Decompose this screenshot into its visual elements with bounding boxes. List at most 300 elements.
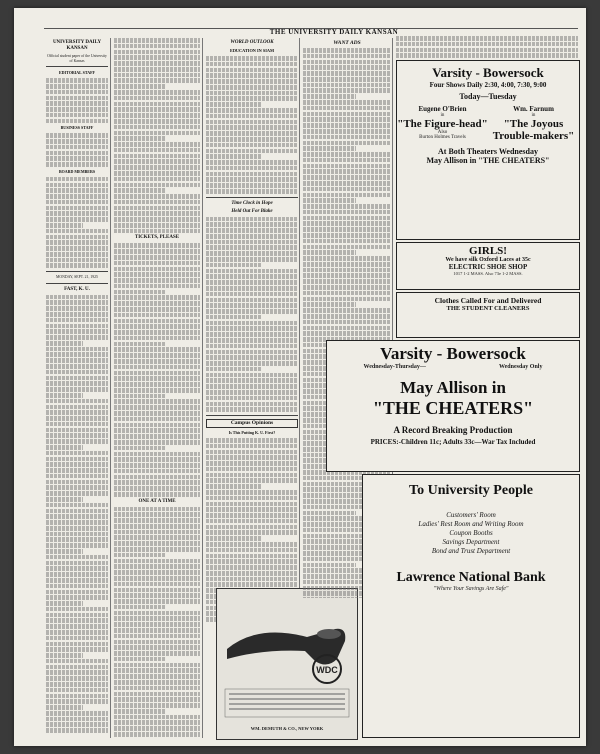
text-line — [114, 96, 200, 101]
text-line — [114, 434, 200, 439]
pen-brand: WM. DEMUTH & CO., NEW YORK — [250, 726, 324, 731]
text-line — [206, 73, 298, 78]
text-line — [206, 507, 298, 512]
text-line — [46, 653, 83, 658]
text-line — [114, 243, 200, 248]
text-line — [46, 352, 108, 357]
text-line — [114, 663, 200, 668]
text-line — [206, 177, 298, 182]
text-line — [114, 703, 200, 708]
text-line — [46, 393, 83, 398]
text-line — [114, 657, 166, 662]
shoe-shop-ad — [396, 242, 580, 290]
text-line — [206, 85, 298, 90]
text-line — [46, 694, 108, 699]
record-production: A Record Breaking Production — [393, 425, 513, 435]
text-line — [46, 387, 108, 392]
text-line — [206, 240, 298, 245]
text-line — [303, 320, 391, 325]
text-line — [46, 217, 108, 222]
text-line — [114, 211, 200, 216]
text-line — [46, 624, 108, 629]
text-line — [206, 125, 298, 130]
text-line — [206, 530, 298, 535]
text-line — [206, 222, 298, 227]
text-line — [46, 480, 108, 485]
text-line — [303, 245, 391, 250]
star-1: Eugene O'Brien — [418, 105, 467, 113]
text-line — [206, 390, 298, 395]
electric-shoe-shop: ELECTRIC SHOE SHOP — [448, 263, 528, 271]
today-label: Today—Tuesday — [459, 92, 517, 101]
text-line — [206, 402, 298, 407]
text-line — [206, 303, 298, 308]
text-line — [303, 221, 391, 226]
text-line — [46, 705, 83, 710]
text-line — [46, 399, 108, 404]
text-line — [46, 312, 108, 317]
text-line — [46, 223, 83, 228]
text-line — [46, 139, 108, 144]
lawrence-national-bank: Lawrence National Bank — [396, 570, 546, 585]
text-line — [114, 535, 200, 540]
text-line — [303, 262, 391, 267]
text-line — [46, 119, 108, 124]
text-line — [114, 480, 200, 485]
svg-text:WDC: WDC — [316, 665, 338, 675]
text-line — [46, 497, 83, 502]
text-line — [303, 181, 391, 186]
text-line — [46, 717, 108, 722]
text-line — [114, 593, 200, 598]
star-2-in: in — [531, 113, 536, 118]
text-line — [46, 240, 108, 245]
text-line — [114, 119, 200, 124]
text-line — [206, 234, 298, 239]
text-line — [46, 682, 108, 687]
text-line — [303, 175, 391, 180]
text-line — [114, 616, 200, 621]
text-line — [206, 513, 298, 518]
text-line — [114, 194, 200, 199]
text-line — [206, 154, 261, 159]
text-line — [206, 367, 261, 372]
girls-head: GIRLS! — [469, 245, 507, 257]
held-out-head: Held Out For Blake — [231, 208, 273, 214]
text-lines — [46, 78, 108, 123]
text-line — [114, 223, 200, 228]
text-line — [206, 172, 298, 177]
text-line — [303, 210, 391, 215]
text-line — [303, 158, 391, 163]
text-line — [303, 152, 391, 157]
bond-dept: Bond and Trust Department — [431, 547, 511, 555]
text-line — [114, 588, 200, 593]
text-line — [114, 113, 200, 118]
text-line — [114, 365, 200, 370]
text-line — [206, 396, 298, 401]
text-line — [114, 559, 200, 564]
text-line — [303, 204, 391, 209]
text-line — [206, 438, 298, 443]
text-line — [303, 117, 391, 122]
text-line — [114, 61, 200, 66]
text-line — [46, 177, 108, 182]
text-lines — [114, 243, 200, 496]
text-line — [114, 518, 200, 523]
text-line — [303, 106, 391, 111]
text-line — [46, 145, 108, 150]
text-line — [46, 468, 108, 473]
left-column — [46, 38, 108, 738]
text-line — [46, 370, 108, 375]
text-line — [114, 541, 200, 546]
text-line — [206, 478, 298, 483]
text-line — [114, 457, 200, 462]
text-line — [206, 548, 298, 553]
text-lines — [114, 38, 200, 233]
text-line — [206, 455, 298, 460]
text-line — [303, 129, 391, 134]
text-line — [206, 143, 298, 148]
text-line — [206, 444, 298, 449]
text-line — [303, 250, 356, 255]
text-line — [46, 263, 108, 268]
text-line — [114, 376, 200, 381]
text-line — [303, 326, 391, 331]
one-at-a-time-head: ONE AT A TIME — [138, 498, 176, 504]
text-line — [114, 709, 166, 714]
text-line — [206, 160, 298, 165]
star-1-also: Also — [437, 130, 448, 135]
center-left-column — [114, 38, 200, 738]
text-line — [114, 720, 200, 725]
text-line — [114, 78, 200, 83]
text-line — [114, 90, 200, 95]
may-allison: May Allison in — [400, 378, 506, 397]
text-line — [396, 42, 578, 47]
text-line — [206, 286, 298, 291]
kansan-subtitle: Official student paper of the University of Kansas — [47, 54, 107, 63]
text-line — [114, 452, 200, 457]
text-line — [46, 206, 108, 211]
text-line — [46, 113, 108, 118]
text-line — [206, 321, 298, 326]
text-line — [206, 338, 298, 343]
text-line — [114, 405, 200, 410]
text-line — [396, 36, 578, 41]
text-line — [114, 330, 200, 335]
text-line — [46, 636, 108, 641]
to-university-people: To University People — [409, 483, 533, 498]
text-line — [114, 307, 200, 312]
text-line — [303, 331, 391, 336]
text-line — [303, 291, 391, 296]
text-line — [46, 358, 108, 363]
editorial-staff-head: EDITORIAL STAFF — [59, 70, 95, 76]
text-line — [114, 715, 200, 720]
text-line — [206, 91, 298, 96]
text-line — [303, 71, 391, 76]
text-line — [206, 496, 298, 501]
text-line — [46, 422, 108, 427]
silk-laces: We have silk Oxford Laces at 35c — [445, 257, 531, 263]
wed-only: Wednesday Only — [498, 364, 543, 370]
text-line — [114, 249, 200, 254]
text-line — [46, 416, 108, 421]
text-line — [114, 200, 200, 205]
text-line — [114, 342, 166, 347]
student-cleaners: THE STUDENT CLEANERS — [446, 305, 530, 312]
text-line — [114, 564, 200, 569]
text-line — [46, 607, 108, 612]
text-line — [46, 246, 108, 251]
bank-ad — [362, 474, 580, 738]
text-line — [114, 188, 166, 193]
text-line — [114, 423, 200, 428]
text-line — [46, 590, 108, 595]
text-line — [114, 576, 200, 581]
text-line — [206, 62, 298, 67]
text-line — [46, 101, 108, 106]
column-rule — [202, 38, 203, 738]
text-line — [206, 467, 298, 472]
text-line — [46, 491, 108, 496]
text-line — [114, 382, 200, 387]
text-line — [46, 341, 83, 346]
varsity-ad-2 — [326, 340, 580, 472]
top-rule — [44, 28, 578, 29]
text-line — [46, 428, 108, 433]
text-line — [114, 582, 200, 587]
text-line — [114, 102, 200, 107]
ladies-room: Ladies' Rest Room and Writing Room — [418, 520, 524, 528]
text-line — [114, 732, 200, 737]
text-line — [303, 198, 356, 203]
text-line — [114, 507, 200, 512]
text-line — [114, 486, 200, 491]
text-line — [303, 146, 356, 151]
text-line — [206, 554, 298, 559]
text-line — [206, 577, 298, 582]
text-line — [206, 565, 298, 570]
text-line — [114, 44, 200, 49]
text-line — [206, 298, 298, 303]
text-line — [46, 462, 108, 467]
text-line — [46, 133, 108, 138]
text-line — [46, 90, 108, 95]
allison-line: May Allison in "THE CHEATERS" — [426, 156, 550, 165]
text-line — [114, 359, 200, 364]
text-line — [114, 686, 200, 691]
text-line — [114, 272, 200, 277]
text-line — [114, 726, 200, 731]
text-line — [303, 83, 391, 88]
text-lines — [363, 499, 579, 505]
show-times: Four Shows Daily 2:30, 4:00, 7:30, 9:00 — [429, 81, 547, 89]
board-members-head: BOARD MEMBERS — [58, 168, 96, 174]
text-line — [206, 407, 298, 412]
text-line — [206, 68, 298, 73]
text-line — [46, 601, 83, 606]
top-ad-strip — [396, 36, 578, 60]
text-line — [114, 261, 200, 266]
text-line — [46, 561, 108, 566]
text-line — [46, 156, 108, 161]
text-line — [303, 100, 391, 105]
text-line — [303, 256, 391, 261]
text-line — [114, 255, 200, 260]
text-line — [114, 388, 200, 393]
text-line — [206, 280, 298, 285]
text-lines — [206, 56, 298, 194]
varsity-title: Varsity - Bowersock — [432, 65, 544, 80]
text-line — [114, 284, 200, 289]
text-line — [303, 60, 391, 65]
kansan-title: UNIVERSITY DAILY KANSAN — [52, 40, 102, 51]
text-line — [46, 676, 108, 681]
star-1-extra: Burton Holmes Travels — [419, 135, 466, 140]
text-line — [46, 509, 108, 514]
clothes-called-for: Clothes Called For and Delivered — [434, 296, 542, 305]
text-line — [396, 48, 578, 53]
text-line — [114, 399, 200, 404]
text-line — [303, 94, 356, 99]
text-line — [303, 193, 391, 198]
text-line — [114, 411, 200, 416]
text-line — [114, 697, 200, 702]
both-theaters: At Both Theaters Wednesday — [438, 147, 538, 156]
text-line — [303, 135, 391, 140]
fast-ku-head: FAST, K. U. — [64, 286, 90, 292]
text-line — [46, 665, 108, 670]
text-line — [206, 490, 298, 495]
text-line — [46, 520, 108, 525]
text-line — [114, 645, 200, 650]
time-clock-head: Time Clock in Hope — [231, 200, 273, 206]
text-line — [114, 475, 200, 480]
world-outlook-head: WORLD OUTLOOK — [230, 40, 274, 45]
text-line — [114, 680, 200, 685]
text-line — [114, 67, 200, 72]
text-line — [206, 228, 298, 233]
text-line — [114, 278, 200, 283]
masthead: THE UNIVERSITY DAILY KANSAN — [269, 28, 399, 36]
text-line — [303, 112, 391, 117]
text-line — [46, 578, 108, 583]
shoe-shop-address: 1017 1-2 MASS. Also 73e 1-2 MASS. — [453, 271, 523, 276]
wed-thu: Wednesday-Thursday— — [363, 364, 426, 370]
text-line — [303, 563, 356, 568]
text-line — [206, 571, 298, 576]
text-line — [46, 618, 108, 623]
text-line — [206, 183, 298, 188]
text-line — [303, 216, 391, 221]
text-line — [114, 107, 200, 112]
text-line — [114, 319, 200, 324]
text-line — [206, 315, 261, 320]
text-line — [46, 211, 108, 216]
text-line — [46, 188, 108, 193]
text-line — [46, 306, 108, 311]
text-line — [206, 582, 298, 587]
text-line — [114, 84, 166, 89]
education-siam-head: EDUCATION IN SIAM — [229, 48, 275, 53]
text-line — [114, 622, 200, 627]
text-line — [303, 65, 391, 70]
text-line — [46, 405, 108, 410]
text-line — [303, 268, 391, 273]
text-line — [114, 295, 200, 300]
text-line — [114, 512, 200, 517]
text-line — [206, 292, 298, 297]
text-line — [206, 131, 298, 136]
text-line — [46, 532, 108, 537]
want-ads-head: WANT ADS — [333, 40, 361, 46]
text-line — [46, 584, 108, 589]
text-line — [206, 559, 298, 564]
text-line — [114, 336, 200, 341]
text-line — [303, 273, 391, 278]
text-line — [206, 536, 261, 541]
text-line — [46, 688, 108, 693]
text-line — [206, 355, 298, 360]
text-line — [206, 114, 298, 119]
text-line — [114, 301, 200, 306]
text-line — [206, 251, 298, 256]
text-line — [114, 553, 166, 558]
text-line — [206, 450, 298, 455]
text-line — [46, 549, 83, 554]
text-lines — [206, 217, 298, 412]
text-line — [46, 410, 108, 415]
text-line — [114, 159, 200, 164]
text-line — [114, 347, 200, 352]
star-1-in: in — [440, 113, 445, 118]
text-line — [114, 428, 200, 433]
text-lines — [46, 133, 108, 167]
text-line — [206, 108, 298, 113]
text-lines — [396, 36, 578, 58]
text-line — [46, 630, 108, 635]
text-line — [114, 611, 200, 616]
text-line — [114, 136, 166, 141]
text-line — [303, 239, 391, 244]
text-line — [46, 433, 108, 438]
text-line — [206, 56, 298, 61]
text-line — [46, 162, 108, 167]
text-line — [206, 484, 261, 489]
text-line — [114, 38, 200, 43]
text-line — [46, 183, 108, 188]
text-line — [46, 78, 108, 83]
text-line — [46, 229, 108, 234]
text-line — [46, 200, 108, 205]
text-line — [46, 670, 108, 675]
text-line — [114, 692, 200, 697]
text-line — [46, 324, 108, 329]
text-line — [206, 79, 298, 84]
text-line — [46, 381, 108, 386]
text-line — [114, 229, 200, 234]
coupon-booths: Coupon Booths — [449, 529, 493, 537]
text-line — [206, 461, 298, 466]
text-line — [114, 142, 200, 147]
text-line — [114, 50, 200, 55]
text-line — [303, 54, 391, 59]
text-line — [114, 313, 200, 318]
text-line — [206, 257, 298, 262]
